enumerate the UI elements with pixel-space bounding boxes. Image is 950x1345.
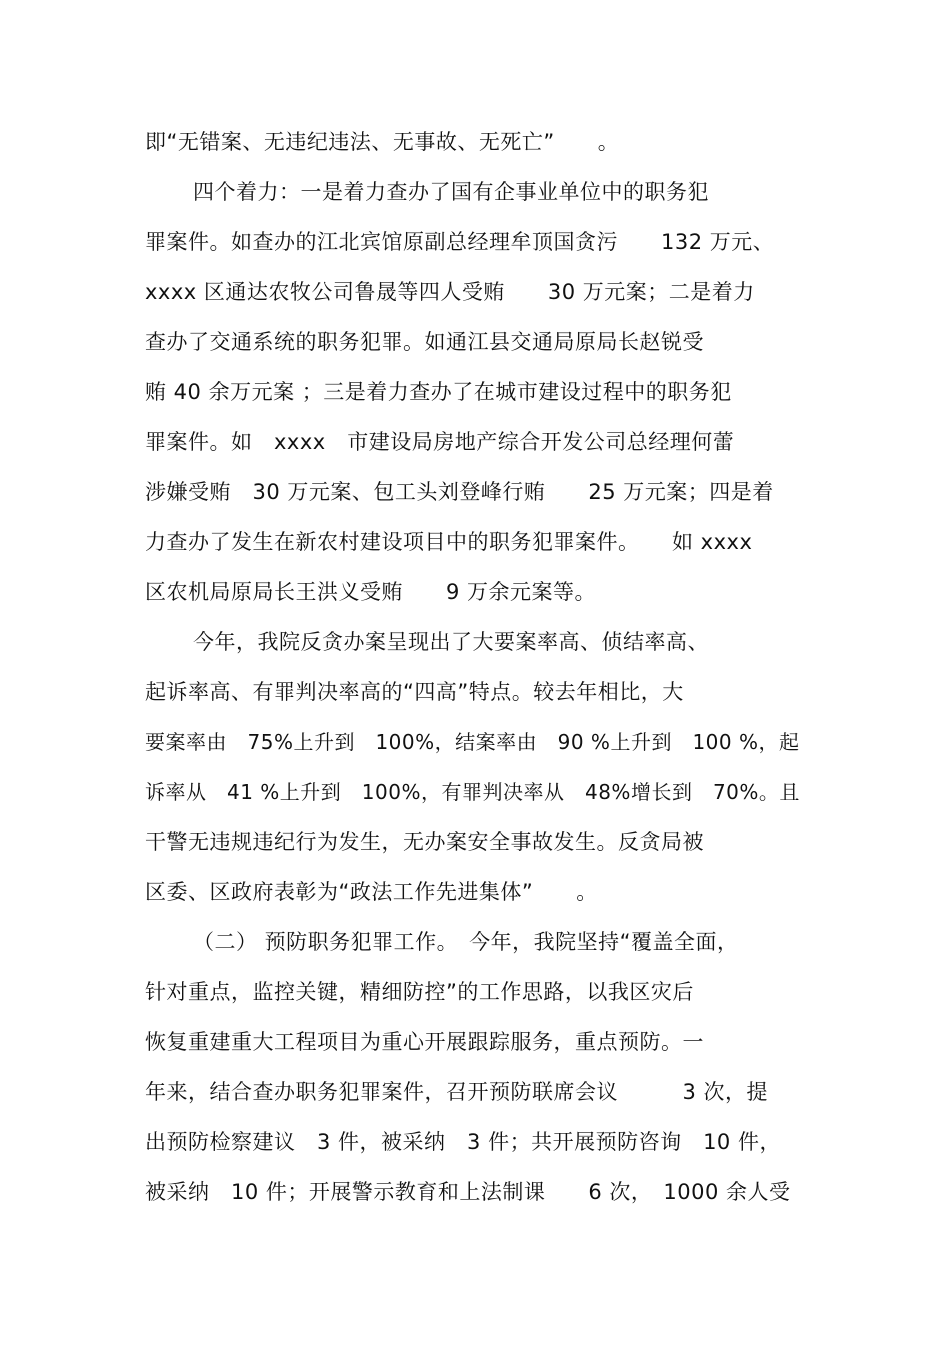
text-line: 要案率由 75%上升到 100%，结案率由 90 %上升到 100 %，起 (145, 730, 800, 754)
text-line: 诉率从 41 %上升到 100%，有罪判决率从 48%增长到 70%。且 (145, 780, 800, 804)
text-line: 区农机局原局长王洪义受贿 9 万余元案等。 (145, 580, 597, 604)
text-line: 即“无错案、无违纪违法、无事故、无死亡” 。 (145, 130, 620, 154)
text-line: xxxx 区通达农牧公司鲁晟等四人受贿 30 万元案；二是着力 (145, 280, 755, 304)
paragraph-start: （二） 预防职务犯罪工作。 今年，我院坚持“覆盖全面， (193, 930, 739, 954)
text-line: 恢复重建重大工程项目为重心开展跟踪服务，重点预防。一 (145, 1030, 704, 1054)
paragraph-start: 四个着力：一是着力查办了国有企事业单位中的职务犯 (193, 180, 709, 204)
text-line: 出预防检察建议 3 件，被采纳 3 件；共开展预防咨询 10 件， (145, 1130, 781, 1154)
text-line: 年来，结合查办职务犯罪案件，召开预防联席会议 3 次，提 (145, 1080, 769, 1104)
text-line: 干警无违规违纪行为发生，无办案安全事故发生。反贪局被 (145, 830, 704, 854)
paragraph-start: 今年，我院反贪办案呈现出了大要案率高、侦结率高、 (193, 630, 709, 654)
text-line: 针对重点，监控关键，精细防控”的工作思路，以我区灾后 (145, 980, 694, 1004)
text-line: 区委、区政府表彰为“政法工作先进集体” 。 (145, 880, 598, 904)
text-line: 涉嫌受贿 30 万元案、包工头刘登峰行贿 25 万元案；四是着 (145, 480, 774, 504)
text-line: 起诉率高、有罪判决率高的“四高”特点。较去年相比，大 (145, 680, 684, 704)
text-line: 被采纳 10 件；开展警示教育和上法制课 6 次， 1000 余人受 (145, 1180, 791, 1204)
text-line: 力查办了发生在新农村建设项目中的职务犯罪案件。 如 xxxx (145, 530, 753, 554)
text-line: 查办了交通系统的职务犯罪。如通江县交通局原局长赵锐受 (145, 330, 704, 354)
text-line: 贿 40 余万元案 ；三是着力查办了在城市建设过程中的职务犯 (145, 380, 732, 404)
text-line: 罪案件。如查办的江北宾馆原副总经理牟顶国贪污 132 万元、 (145, 230, 775, 254)
text-line: 罪案件。如 xxxx 市建设局房地产综合开发公司总经理何蕾 (145, 430, 735, 454)
